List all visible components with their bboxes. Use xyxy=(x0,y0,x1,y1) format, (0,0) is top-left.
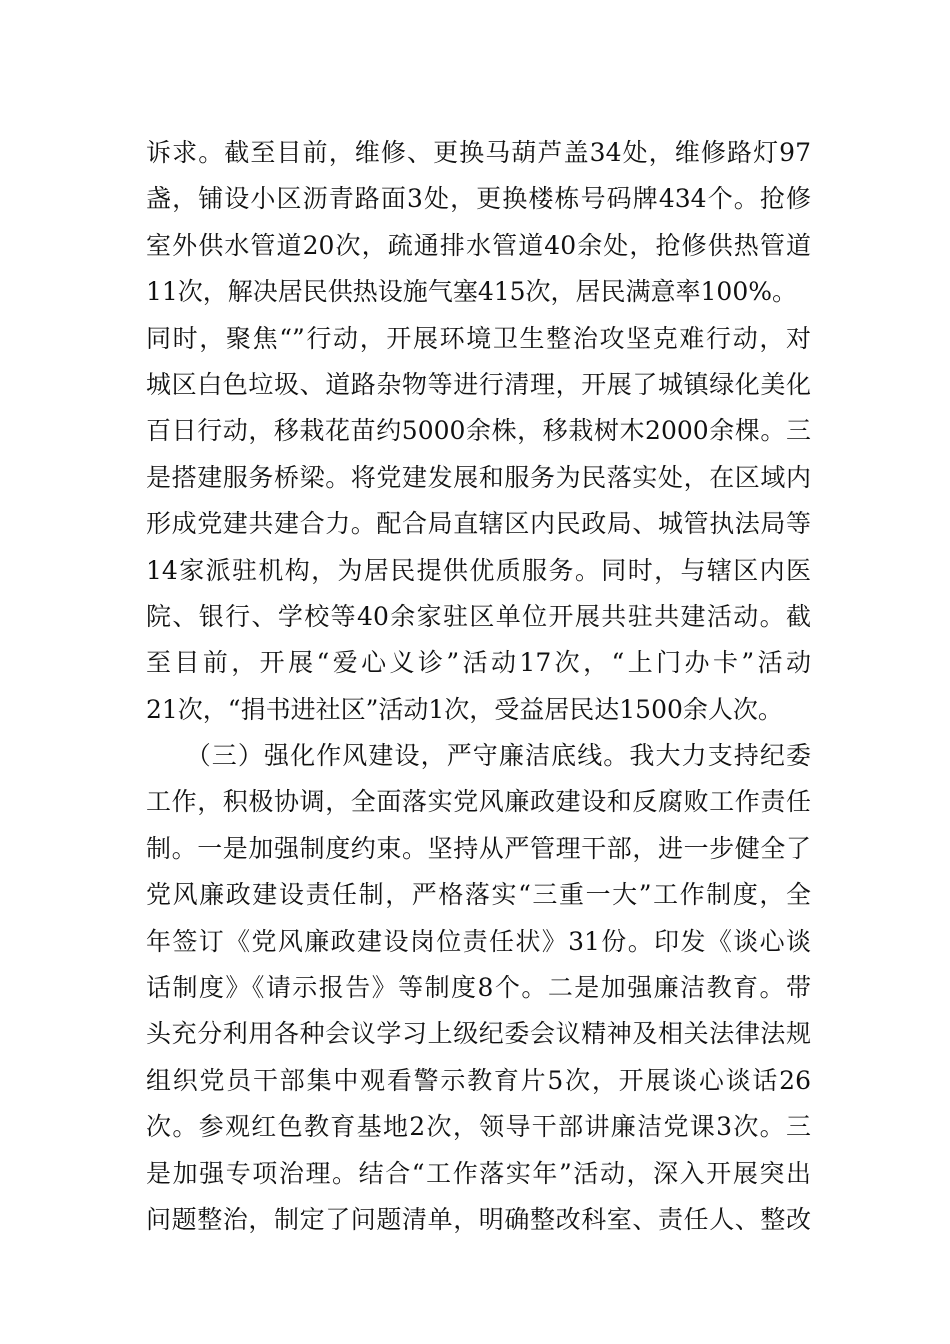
text-line: 党风廉政建设责任制，严格落实“三重一大”工作制度，全 xyxy=(146,880,811,910)
text-line: 话制度》《请示报告》等制度8个。二是加强廉洁教育。带 xyxy=(146,973,811,1003)
text-line: 问题整治，制定了问题清单，明确整改科室、责任人、整改 xyxy=(146,1204,811,1234)
text-line: 是搭建服务桥梁。将党建发展和服务为民落实处，在区域内 xyxy=(146,462,811,492)
text-line: 组织党员干部集中观看警示教育片5次，开展谈心谈话26 xyxy=(146,1065,811,1095)
text-line: 14家派驻机构，为居民提供优质服务。同时，与辖区内医 xyxy=(146,555,811,585)
text-line: 院、银行、学校等40余家驻区单位开展共驻共建活动。截 xyxy=(146,601,811,631)
text-line: 工作，积极协调，全面落实党风廉政建设和反腐败工作责任 xyxy=(146,787,811,817)
text-line: 至目前，开展“爱心义诊”活动17次，“上门办卡”活动 xyxy=(146,648,811,678)
text-line: 是加强专项治理。结合“工作落实年”活动，深入开展突出 xyxy=(146,1158,811,1188)
text-line: 同时，聚焦“”行动，开展环境卫生整治攻坚克难行动，对 xyxy=(146,323,811,353)
text-line: 形成党建共建合力。配合局直辖区内民政局、城管执法局等 xyxy=(146,509,811,539)
text-line: 室外供水管道20次，疏通排水管道40余处，抢修供热管道 xyxy=(146,230,811,260)
text-line: 制。一是加强制度约束。坚持从严管理干部，进一步健全了 xyxy=(146,833,811,863)
text-line: 诉求。截至目前，维修、更换马葫芦盖34处，维修路灯97 xyxy=(146,138,811,167)
text-line: 盏，铺设小区沥青路面3处，更换楼栋号码牌434个。抢修 xyxy=(146,184,811,214)
text-line: 百日行动，移栽花苗约5000余株，移栽树木2000余棵。三 xyxy=(146,416,811,446)
text-line: 21次，“捐书进社区”活动1次，受益居民达1500余人次。 xyxy=(146,694,783,724)
text-line: 11次，解决居民供热设施气塞415次，居民满意率100%。 xyxy=(146,277,798,307)
text-line: 城区白色垃圾、道路杂物等进行清理，开展了城镇绿化美化 xyxy=(146,369,811,399)
text-line: 头充分利用各种会议学习上级纪委会议精神及相关法律法规 xyxy=(146,1019,811,1049)
body-text xyxy=(146,130,811,1243)
text-line: 次。参观红色教育基地2次，领导干部讲廉洁党课3次。三 xyxy=(146,1112,811,1142)
text-line: （三）强化作风建设，严守廉洁底线。我大力支持纪委 xyxy=(146,741,811,771)
text-line: 年签订《党风廉政建设岗位责任状》31份。印发《谈心谈 xyxy=(146,926,811,956)
